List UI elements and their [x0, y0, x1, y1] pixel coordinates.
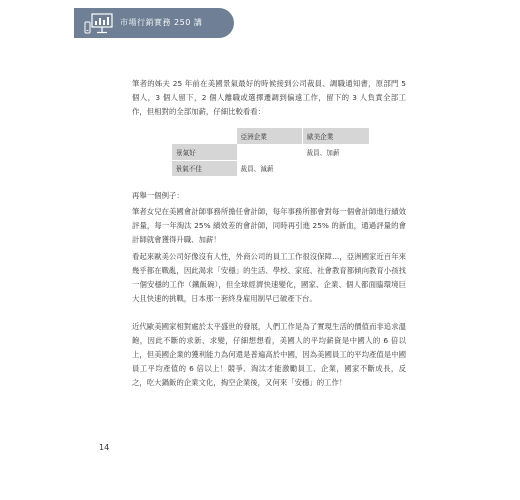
paragraph-4: 看起來歐美公司好像沒有人性，外商公司的員工工作很沒保障…，亞洲國家近百年來幾乎都在戰亂，因此渴求「安穩」的生活、學校、家庭、社會教育都傾向教育小孩找一個安穩的工作（鐵飯碗），但全球經濟快速變化，國家、企業、個人都面臨環境巨大且快速的挑戰，日本那一套終身雇用制早已破產下台。: [132, 252, 406, 303]
paragraph-3: 筆者女兒在美國會計師事務所擔任會計師，每年事務所都會對每一個會計師進行績效評量，每一年淘汰 25% 績效差的會計師，同時再引進 25% 的新血，通過評量的會計師就會獲得升職、加薪！: [132, 207, 406, 244]
table-cell: 裁員、減薪: [237, 160, 303, 176]
table-header-cell: [172, 128, 237, 144]
table-row-label: 景氣好: [172, 144, 237, 160]
running-header: [74, 8, 234, 38]
table-header-row: [172, 128, 369, 144]
table-row: [172, 144, 369, 160]
page-number: 14: [99, 443, 110, 452]
paragraph-2: 再舉一個例子：: [132, 191, 184, 200]
paragraph-5: 近代歐美國家相對處於太平盛世的發展，人們工作是為了實現生活的價值而非追求溫飽，因此不斷的求新、求變，仔細想想看，美國人的平均薪資是中國人的 6 倍以上，但美國企業的獲利能力為何還是普遍高於中國，因為美國員工的平均產值是中國員工平均產值的 6 倍以上！競爭、淘汰才能激勵員工、企業，國家不斷成長，反之，吃大鍋飯的企業文化，掏空企業後，又何來「安穩」的工作！: [132, 322, 406, 387]
table-header-cell: 亞洲企業: [237, 128, 303, 144]
table-cell: 裁員、加薪: [303, 144, 369, 160]
table-cell: [237, 144, 303, 160]
comparison-table: [171, 128, 369, 176]
table-cell: [303, 160, 369, 176]
paragraph-1: 筆者的姊夫 25 年前在美國景氣最好的時候接到公司裁員、調職通知書，原部門 5 個人，3 個人留下，2 個人離職或選擇遷調到偏遠工作，留下的 3 人負責全部工作，但相對的全部加薪，仔細比較看看：: [132, 79, 406, 116]
table-row-label: 景氣不佳: [172, 160, 237, 176]
book-title: 市場行銷實務 250 講: [120, 18, 203, 27]
presentation-icon: [84, 13, 114, 35]
table-header-cell: 歐美企業: [303, 128, 369, 144]
table-row: [172, 160, 369, 176]
